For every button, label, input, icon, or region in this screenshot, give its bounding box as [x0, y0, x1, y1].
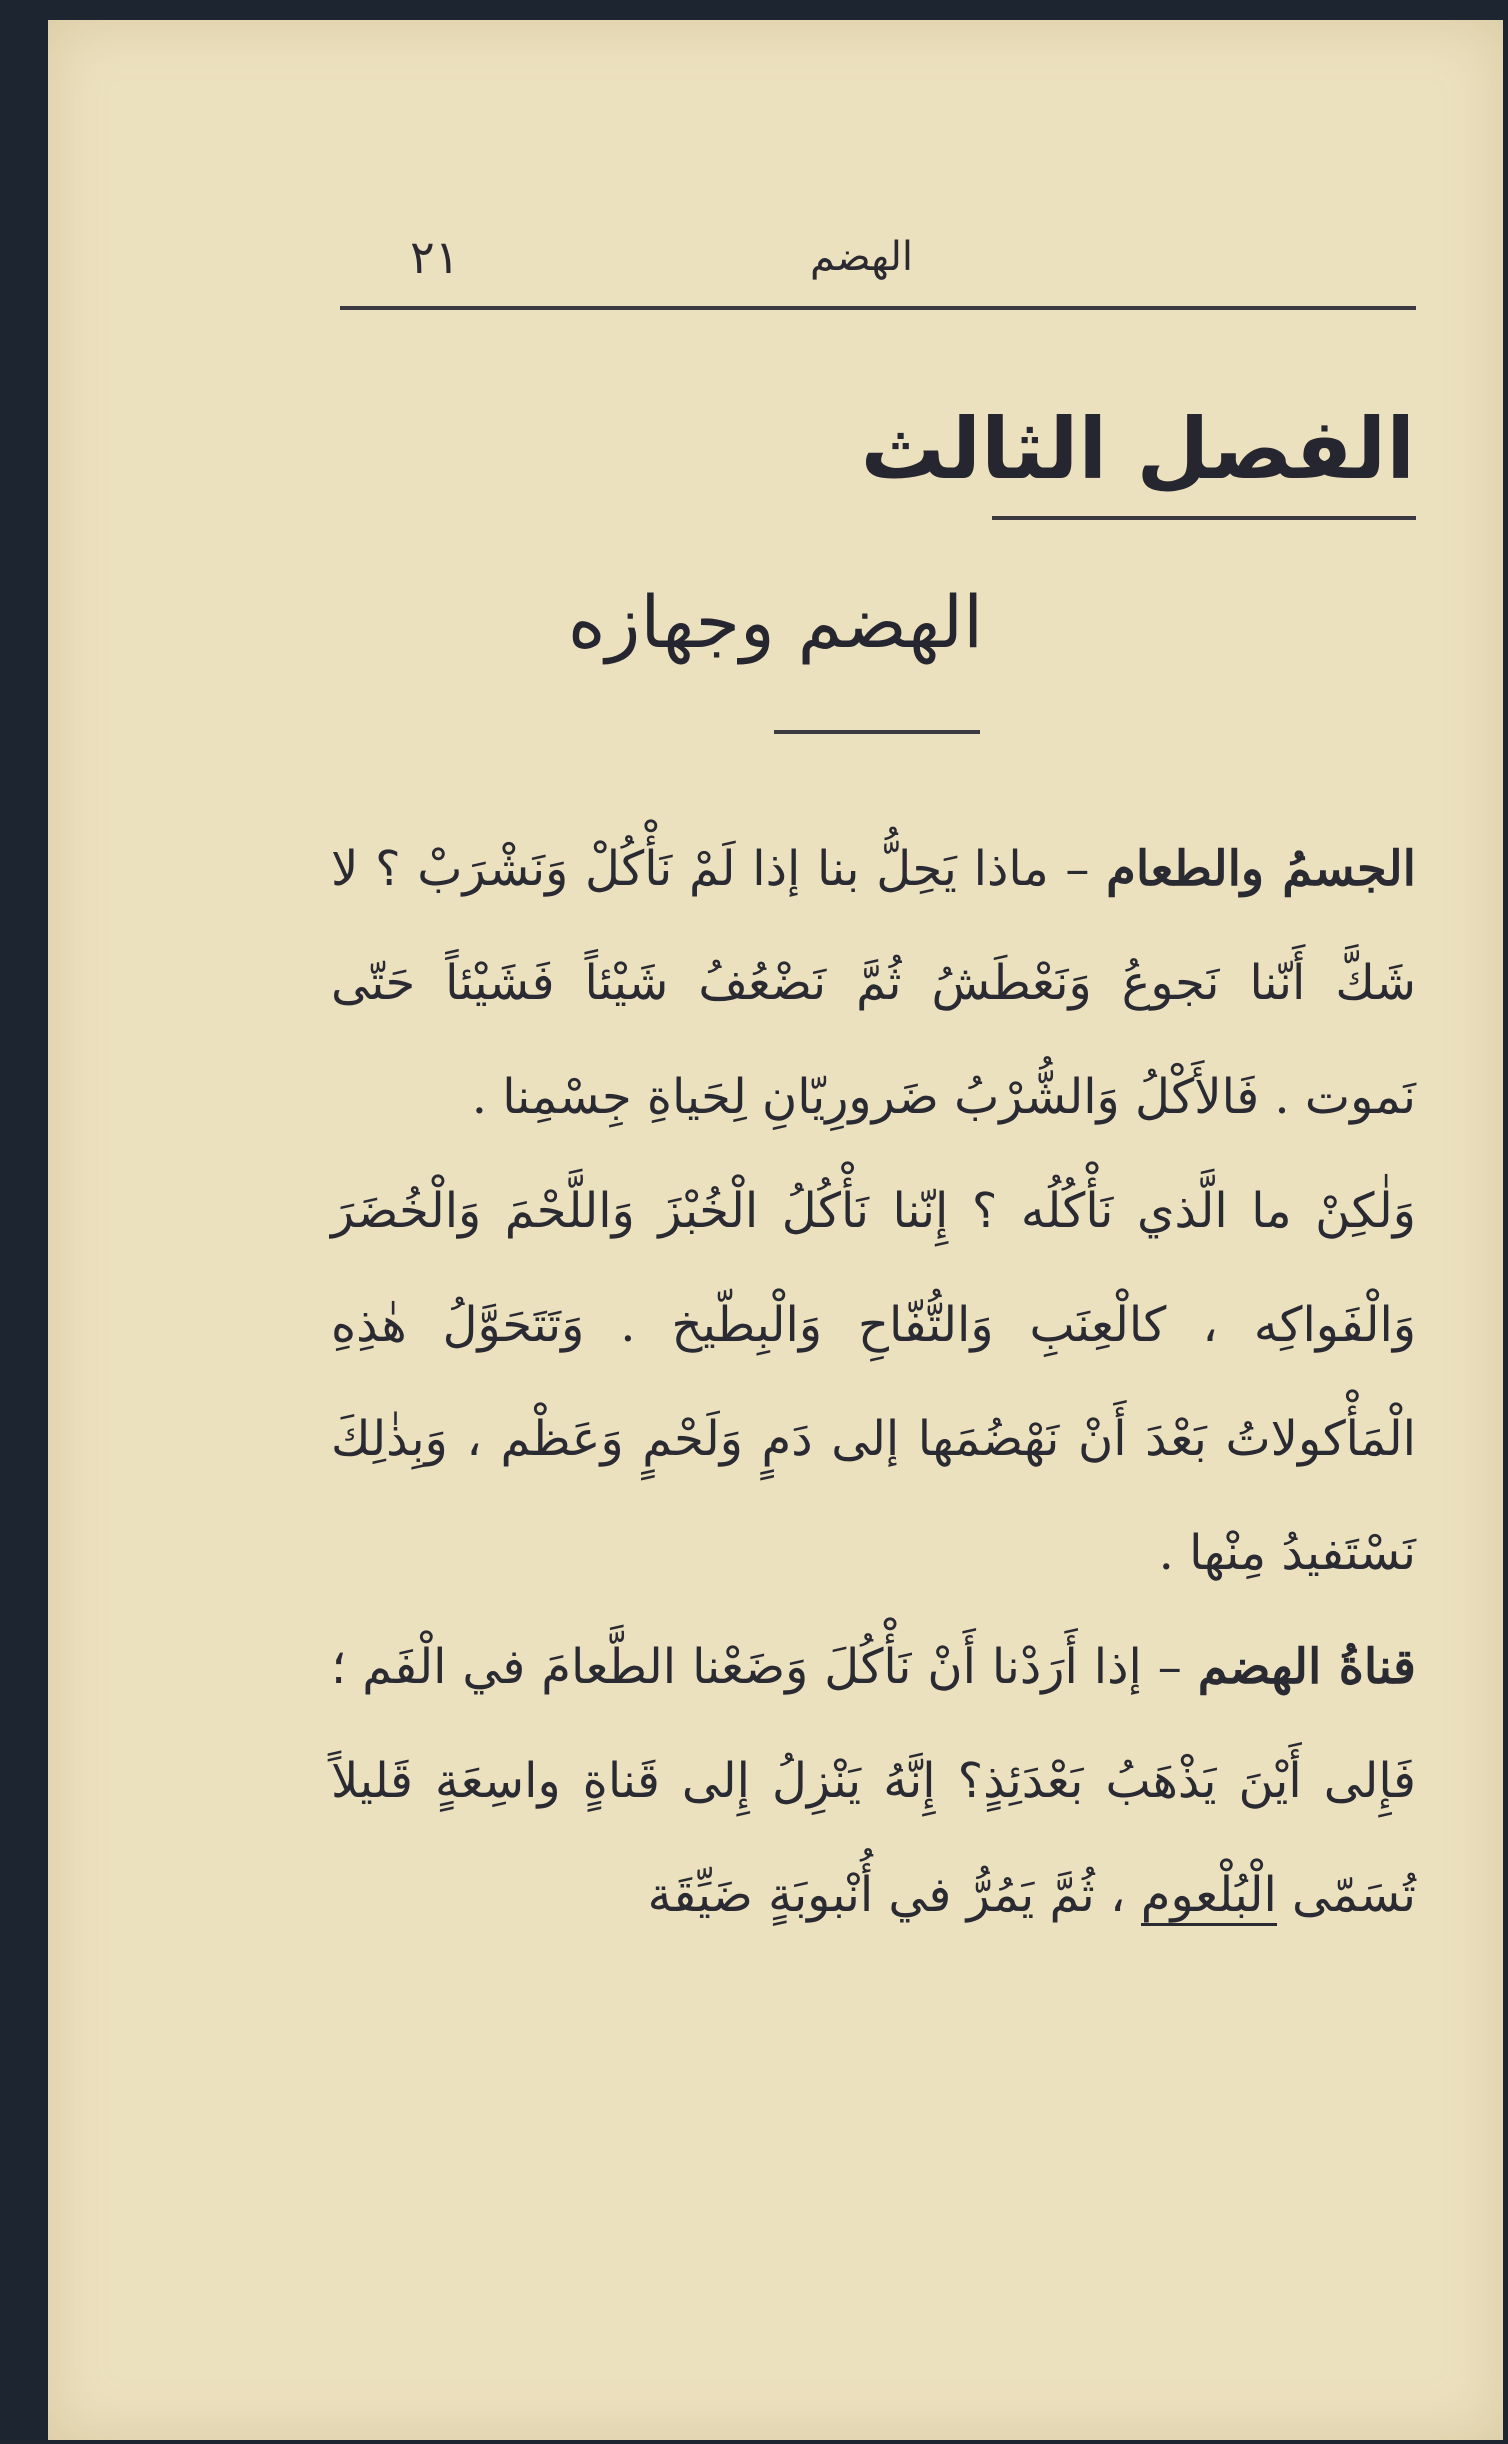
- page-header: [340, 218, 1416, 310]
- body-text: [331, 812, 1416, 1952]
- paragraph-text: وَلٰكِنْ ما الَّذي نَأْكُلُه ؟ إِنّنا نَأْكُلُ الْخُبْزَ وَاللَّحْمَ وَالْخُضَرَ وَالْفَواكِه ، كالْعِنَبِ وَالتُّفّاحِ وَالْبِطّيخ . وَتَتَحَوَّلُ هٰذِهِ الْمَأْكولاتُ بَعْدَ أَنْ نَهْضُمَها إلى دَمٍ وَلَحْمٍ وَعَظْم ، وَبِذٰلِكَ نَسْتَفيدُ مِنْها .: [331, 1183, 1416, 1581]
- section-title: الهضم وجهازه: [567, 580, 984, 664]
- paragraph-text: – ماذا يَحِلُّ بنا إذا لَمْ نَأْكُلْ وَنَشْرَبْ ؟ لا شَكَّ أَنّنا نَجوعُ وَنَعْطَشُ ثُمَّ نَضْعُفُ شَيْئاً فَشَيْئاً حَتّى نَموت . فَالأَكْلُ وَالشُّرْبُ ضَرورِيّانِ لِحَياةِ جِسْمِنا .: [331, 841, 1416, 1125]
- paragraph-body-and-food: [331, 812, 1416, 1154]
- paragraph-text: ، ثُمَّ يَمُرُّ في أُنْبوبَةٍ ضَيِّقَة: [647, 1867, 1141, 1923]
- book-page: [48, 20, 1503, 2440]
- underlined-term: الْبُلْعوم: [1141, 1867, 1277, 1926]
- paragraph-text: – إذا أَرَدْنا أَنْ نَأْكُلَ وَضَعْنا الطَّعامَ في الْفَم ؛ فَإِلى أَيْنَ يَذْهَبُ بَعْدَئِذٍ؟ إِنَّهُ يَنْزِلُ إِلى قَناةٍ واسِعَةٍ قَليلاً تُسَمّى: [331, 1639, 1416, 1923]
- section-divider: [774, 730, 980, 734]
- paragraph-foods: [331, 1154, 1416, 1610]
- chapter-title: الفصل الثالث: [860, 400, 1415, 498]
- chapter-title-underline: [992, 516, 1416, 520]
- paragraph-digestive-canal: [331, 1610, 1416, 1952]
- paragraph-term: قناةُ الهضم: [1197, 1639, 1416, 1695]
- paragraph-term: الجسمُ والطعام: [1106, 841, 1416, 897]
- running-head: الهضم: [810, 234, 914, 280]
- page-number: ٢١: [410, 230, 460, 284]
